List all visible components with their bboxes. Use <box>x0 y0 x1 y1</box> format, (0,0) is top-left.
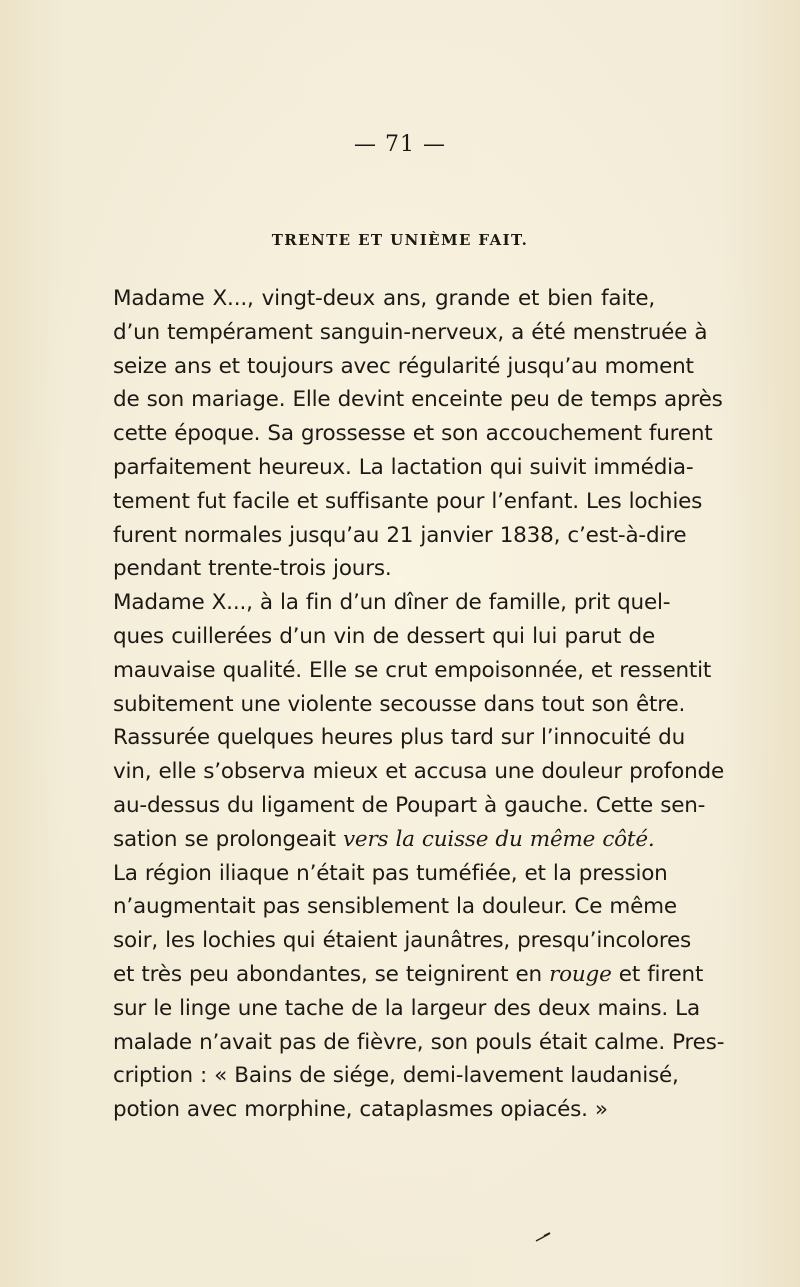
text-line: sur le linge une tache de la largeur des deux mains. La <box>113 995 700 1021</box>
text-line: soir, les lochies qui étaient jaunâtres, presqu’incolores <box>113 928 692 954</box>
section-title: TRENTE ET UNIÈME FAIT. <box>271 231 529 249</box>
text-line: n’augmentait pas sensiblement la douleur. Ce même <box>113 894 677 920</box>
italic-text: rouge <box>549 961 612 987</box>
text-line: La région iliaque n’était pas tuméfiée, et la pression <box>113 860 668 886</box>
text-line: parfaitement heureux. La lactation qui suivit immédia- <box>113 454 694 480</box>
text-line: subitement une violente secousse dans tout son être. <box>113 691 686 717</box>
text-line: au-dessus du ligament de Poupart à gauche. Cette sen- <box>113 792 706 818</box>
paragraph-end-line: potion avec morphine, cataplasmes opiacés. » <box>113 1097 608 1123</box>
text-line: Madame X..., vingt-deux ans, grande et bien faite, <box>113 286 655 311</box>
page-number: — 71 — <box>354 132 446 157</box>
text-line: cription : « Bains de siége, demi-lavement laudanisé, <box>113 1063 679 1089</box>
text-line: seize ans et toujours avec régularité jusqu’au moment <box>113 353 694 379</box>
text-line <box>113 958 704 992</box>
italic-text: vers la cuisse du même côté. <box>342 826 655 852</box>
text-line: mauvaise qualité. Elle se crut empoisonnée, et ressentit <box>113 657 712 683</box>
text-line: tement fut facile et suffisante pour l’enfant. Les lochies <box>113 488 703 514</box>
body-text <box>113 282 725 1127</box>
text-line: Madame X..., à la fin d’un dîner de famille, prit quel- <box>113 590 671 616</box>
ink-mark <box>535 1232 551 1242</box>
text-line: ques cuillerées d’un vin de dessert qui lui parut de <box>113 623 655 649</box>
text-segment: sation se prolongeait <box>113 826 336 852</box>
text-segment: et très peu abondantes, se teignirent en <box>113 961 542 987</box>
text-line: furent normales jusqu’au 21 janvier 1838, c’est-à-dire <box>113 522 687 548</box>
text-line: malade n’avait pas de fièvre, son pouls était calme. Pres- <box>113 1029 725 1055</box>
text-line: d’un tempérament sanguin-nerveux, a été menstruée à <box>113 319 708 345</box>
text-line: cette époque. Sa grossesse et son accouchement furent <box>113 421 713 447</box>
text-line: vin, elle s’observa mieux et accusa une douleur profonde <box>113 759 724 785</box>
text-segment: et firent <box>618 961 704 987</box>
paragraph-end-line <box>113 823 655 857</box>
text-line: de son mariage. Elle devint enceinte peu de temps après <box>113 387 723 413</box>
paragraph-end-line: pendant trente-trois jours. <box>113 556 392 582</box>
text-line: Rassurée quelques heures plus tard sur l’innocuité du <box>113 725 686 751</box>
